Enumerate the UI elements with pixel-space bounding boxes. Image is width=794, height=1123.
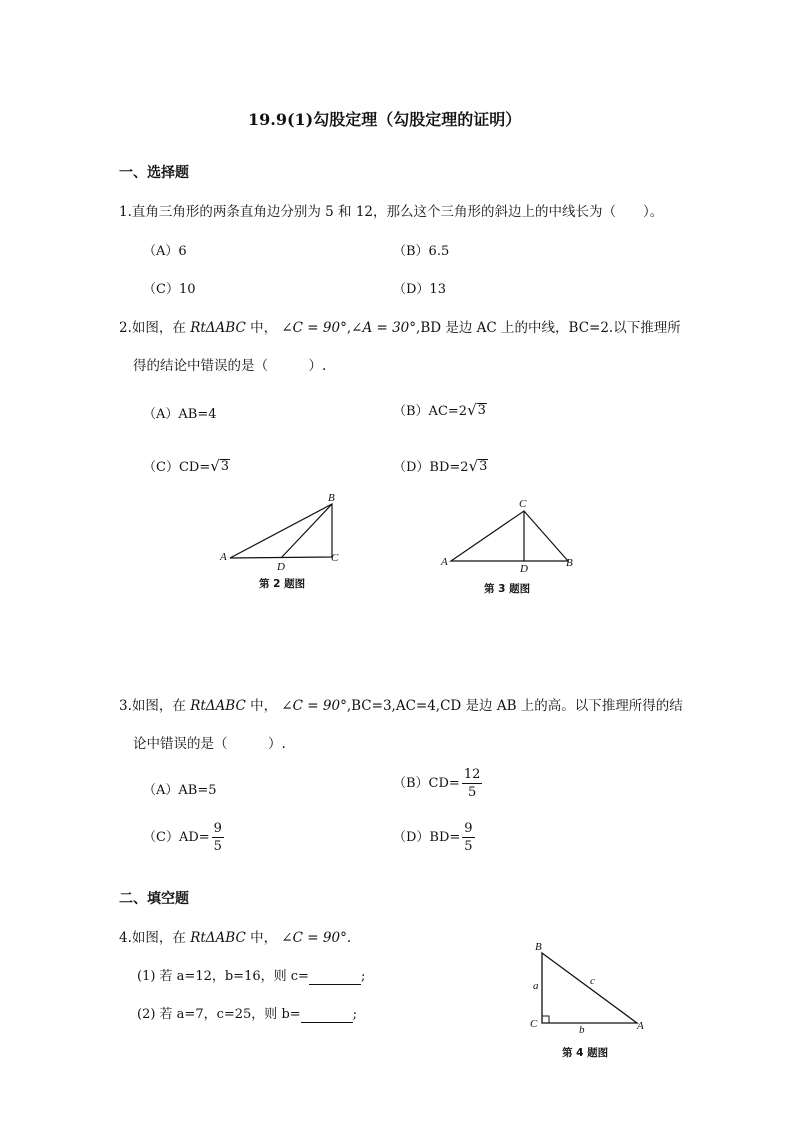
q4-part-2-end: ; — [352, 1007, 358, 1022]
q2-triangle: RtΔABC — [190, 320, 246, 336]
q3-option-c-label: （C）AD= — [143, 830, 210, 845]
q2-option-b-radicand: 3 — [477, 402, 486, 418]
answer-blank-b[interactable] — [301, 1007, 353, 1023]
fig2-label-b: B — [328, 492, 335, 504]
section-heading-fill: 二、填空题 — [119, 891, 189, 907]
q2-angle-a: ∠A = 30° — [351, 320, 417, 336]
q3-option-b — [393, 768, 482, 799]
fig3-label-c: C — [519, 498, 527, 510]
figure-3 — [435, 494, 585, 602]
q2-option-c-radicand: 3 — [220, 458, 230, 474]
fig2-caption: 第 2 题图 — [259, 578, 306, 590]
fraction — [462, 822, 474, 853]
q2-option-a: （A）AB=4 — [143, 407, 217, 422]
fraction — [212, 822, 224, 853]
q4-part-2 — [137, 1003, 357, 1023]
q2-option-d — [393, 456, 488, 475]
q3-mid: 中， — [250, 698, 278, 714]
sqrt-symbol: √ 3 — [468, 457, 488, 475]
sqrt-symbol: √ 3 — [467, 401, 486, 419]
q4-part-1 — [137, 965, 365, 985]
fraction-denominator: 5 — [464, 839, 473, 854]
q3-option-a: （A）AB=5 — [143, 783, 217, 798]
q2-mid: 中， — [250, 320, 278, 336]
q3-option-b-label: （B）CD= — [393, 776, 460, 791]
q2-option-d-radicand: 3 — [479, 458, 488, 474]
fig4-label-side-a: a — [533, 980, 539, 992]
q2-option-c — [143, 456, 230, 475]
page-title: 19.9(1)勾股定理（勾股定理的证明） — [248, 110, 522, 129]
q2-option-d-label: （D）BD= — [393, 460, 461, 475]
q4-mid: 中， — [250, 930, 278, 946]
q4-part-2-text: (2) 若 a=7，c=25，则 b= — [137, 1007, 301, 1022]
q2-option-b-coef: 2 — [458, 404, 468, 419]
right-angle-marker — [542, 1016, 549, 1023]
fig3-caption: 第 3 题图 — [484, 583, 531, 595]
fig4-label-side-c: c — [590, 975, 595, 987]
fraction-denominator: 5 — [467, 785, 477, 800]
sqrt-symbol: √ 3 — [210, 457, 230, 475]
fig3-label-a: A — [441, 556, 448, 568]
fig2-label-d: D — [277, 561, 285, 573]
q3-prefix: 3.如图，在 — [119, 698, 186, 714]
fig4-label-c: C — [530, 1018, 538, 1030]
q3-angle-c: ∠C = 90° — [281, 698, 347, 714]
q4-angle-c: ∠C = 90°. — [281, 930, 352, 946]
question-4-line-1 — [119, 926, 351, 946]
fraction-numerator: 9 — [464, 821, 473, 836]
q3-option-d — [393, 822, 475, 853]
question-2-line-1 — [119, 316, 681, 336]
fraction-numerator: 9 — [213, 821, 222, 836]
fraction-numerator: 12 — [463, 767, 481, 782]
q4-triangle: RtΔABC — [190, 930, 246, 946]
question-3-line-2: 论中错误的是（ ）. — [133, 736, 286, 752]
q1-option-a: （A）6 — [143, 244, 187, 259]
q2-option-b-label: （B）AC= — [393, 404, 459, 419]
fig2-median-bd — [281, 504, 332, 558]
fig4-caption: 第 4 题图 — [562, 1047, 609, 1059]
fig3-triangle — [451, 511, 568, 561]
fraction — [462, 768, 483, 799]
q2-angle-c: ∠C = 90° — [281, 320, 347, 336]
fraction-denominator: 5 — [213, 839, 222, 854]
q4-prefix: 4.如图，在 — [119, 930, 186, 946]
q1-option-c: （C）10 — [143, 282, 196, 297]
question-1-text: 1.直角三角形的两条直角边分别为 5 和 12，那么这个三角形的斜边上的中线长为（ ）。 — [119, 204, 664, 220]
question-3-line-1 — [119, 694, 683, 714]
q3-option-c — [143, 822, 224, 853]
fig4-label-b: B — [535, 941, 542, 953]
q4-part-1-end: ; — [360, 969, 366, 984]
q2-option-d-coef: 2 — [460, 460, 469, 475]
q4-part-1-text: (1) 若 a=12，b=16，则 c= — [137, 969, 309, 984]
q3-option-d-label: （D）BD= — [393, 830, 461, 845]
figure-2 — [215, 488, 355, 596]
question-2-line-2: 得的结论中错误的是（ ）. — [133, 358, 327, 374]
fig3-label-d: D — [520, 563, 528, 575]
section-heading-choice: 一、选择题 — [119, 165, 189, 181]
answer-blank-c[interactable] — [309, 969, 361, 985]
q2-prefix: 2.如图，在 — [119, 320, 186, 336]
q1-option-b: （B）6.5 — [393, 244, 450, 259]
q2-suffix: ,BD 是边 AC 上的中线，BC=2.以下推理所 — [416, 320, 681, 336]
figure-4 — [522, 938, 657, 1066]
fig4-triangle — [542, 953, 637, 1023]
fig2-label-a: A — [220, 551, 227, 563]
q1-option-d: （D）13 — [393, 282, 446, 297]
fig4-label-side-b: b — [579, 1024, 585, 1036]
fig3-label-b: B — [566, 557, 573, 569]
fig2-triangle — [230, 504, 332, 558]
q3-triangle: RtΔABC — [190, 698, 246, 714]
fig4-label-a: A — [637, 1020, 644, 1032]
q2-option-c-label: （C）CD= — [143, 460, 211, 475]
q3-suffix: ,BC=3,AC=4,CD 是边 AB 上的高。以下推理所得的结 — [346, 698, 683, 714]
q2-option-b — [393, 400, 487, 419]
fig2-label-c: C — [331, 552, 339, 564]
q2-comma: , — [346, 320, 352, 336]
